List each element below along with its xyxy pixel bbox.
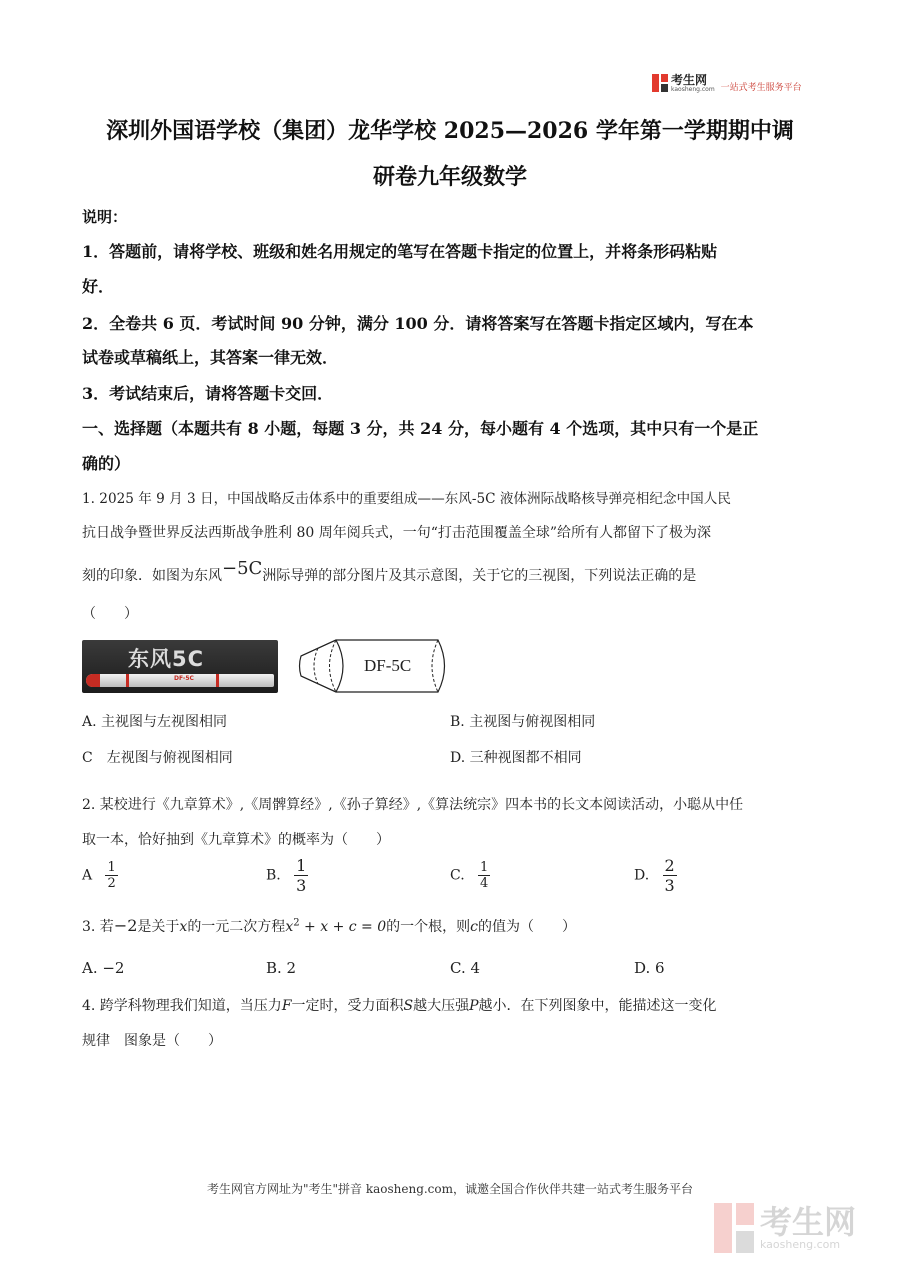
q1-line1: 1. 2025 年 9 月 3 日，中国战略反击体系中的重要组成——东风-5C 液体洲际战略核导弹亮相纪念中国人民: [82, 491, 731, 507]
q4-var-s: S: [403, 998, 414, 1014]
q2-line2: 取一本，恰好抽到《九章算术》的概率为（ ）: [82, 832, 390, 848]
q3-option-c: C. 4: [450, 959, 481, 977]
q3-var-c: c: [470, 919, 478, 935]
q2-opt-c-den: 4: [480, 876, 489, 891]
instruction-2a: 2．全卷共 6 页．考试时间 90 分钟，满分 100 分．请将答案写在答题卡指定区域内，写在本: [82, 314, 754, 333]
section1-heading-b: 确的）: [82, 454, 131, 473]
kaosheng-logo-icon: [652, 74, 668, 92]
q2-opt-b-frac: [294, 856, 308, 895]
q3-mid2: 的一元二次方程: [187, 919, 286, 935]
q2-opt-a-den: 2: [107, 876, 116, 891]
q1-line3: [82, 558, 822, 585]
q2-opt-d-frac: [663, 856, 677, 895]
q2-opt-d-label: D.: [634, 867, 650, 884]
q3-mid3: 的一个根，则: [386, 919, 471, 935]
q3-stem: [82, 916, 822, 936]
q2-opt-a-num: 1: [107, 860, 116, 875]
q4-line1-a: 4. 跨学科物理我们知道，当压力: [82, 998, 282, 1014]
q2-opt-b-den: 3: [296, 876, 307, 895]
q3-eq-x: x: [285, 919, 294, 935]
q2-opt-d-num: 2: [664, 856, 675, 875]
q2-opt-a-label: A: [82, 867, 93, 884]
watermark-name: 考生网: [760, 1202, 857, 1241]
watermark-url: kaosheng.com: [760, 1237, 841, 1251]
q1-option-b: B. 主视图与俯视图相同: [450, 714, 596, 730]
page-footer: 考生网官方网址为"考生"拼音 kaosheng.com，诚邀全国合作伙伴共建一站式考生服务平台: [206, 1182, 694, 1196]
q1-option-d: D. 三种视图都不相同: [450, 750, 582, 766]
instructions-heading: 说明：: [82, 208, 128, 226]
watermark-logo-icon: [714, 1203, 754, 1253]
missile-label: DF-5C: [174, 675, 194, 682]
instruction-2b: 试卷或草稿纸上，其答案一律无效．: [82, 348, 339, 367]
watermark: [714, 1198, 884, 1258]
q3-val: −2: [113, 916, 138, 935]
missile-graphic: [86, 674, 274, 687]
q4-line1-d: 越小．在下列图象中，能描述这一变化: [478, 998, 717, 1014]
q2-line1: 2. 某校进行《九章算术》,《周髀算经》,《孙子算经》,《算法统宗》四本书的长文本阅读活动，小聪从中任: [82, 797, 744, 813]
instruction-1a: 1．答题前，请将学校、班级和姓名用规定的笔写在答题卡指定的位置上，并将条形码粘贴: [82, 242, 718, 261]
q2-opt-c-frac: [478, 860, 490, 891]
q2-opt-d-den: 3: [664, 876, 675, 895]
df5c-diagram: [296, 634, 456, 698]
q4-var-p: P: [469, 998, 479, 1014]
q3-eq-exp: 2: [293, 917, 300, 929]
q3-eq-rest: + x + c = 0: [299, 919, 387, 935]
q4-line1-c: 越大压强: [413, 998, 470, 1014]
q3-mid: 是关于: [137, 919, 180, 935]
header-logo: [652, 72, 802, 94]
q4-var-f: F: [281, 998, 292, 1014]
q1-line3-math: −5C: [222, 558, 263, 579]
q2-opt-b-num: 1: [296, 856, 307, 875]
logo-name: 考生网: [671, 72, 708, 87]
q1-line3-b: 洲际导弹的部分图片及其示意图，关于它的三视图，下列说法正确的是: [262, 568, 697, 584]
q3-option-a: A. −2: [82, 959, 125, 977]
q1-line2: 抗日战争暨世界反法西斯战争胜利 80 周年阅兵式，一句“打击范围覆盖全球”给所有人都留下了极为深: [82, 525, 712, 541]
q2-opt-c-label: C.: [450, 867, 465, 884]
q1-option-c: C 左视图与俯视图相同: [82, 750, 233, 766]
q2-option-d: [634, 856, 677, 895]
q2-option-c: [450, 860, 490, 891]
q2-opt-a-frac: [105, 860, 117, 891]
q4-line1-b: 一定时，受力面积: [291, 998, 404, 1014]
q2-opt-c-num: 1: [480, 860, 489, 875]
q3-var-x: x: [179, 919, 188, 935]
q2-opt-b-label: B.: [266, 867, 281, 884]
q3-prefix: 3. 若: [82, 919, 114, 935]
instruction-3: 3．考试结束后，请将答题卡交回．: [82, 384, 334, 403]
page-title-line1: 深圳外国语学校（集团）龙华学校 2025—2026 学年第一学期期中调: [106, 118, 794, 144]
q4-line1: [82, 995, 822, 1015]
q3-suffix: 的值为（ ）: [477, 919, 576, 935]
section1-heading-a: 一、选择题（本题共有 8 小题，每题 3 分，共 24 分，每小题有 4 个选项，其中只有一个是正: [82, 419, 759, 438]
q3-option-b: B. 2: [266, 959, 297, 977]
page-title-line2: 研卷九年级数学: [372, 164, 527, 190]
q1-line3-a: 刻的印象．如图为东风: [82, 568, 222, 584]
q4-line2: 规律 图象是（ ）: [82, 1033, 222, 1049]
diagram-label: DF-5C: [364, 656, 412, 675]
banner-text: 东风5C: [128, 647, 205, 671]
q3-option-d: D. 6: [634, 959, 665, 977]
q1-option-a: A. 主视图与左视图相同: [82, 714, 228, 730]
instruction-1b: 好．: [82, 277, 115, 296]
q1-answer-paren: （ ）: [82, 606, 138, 622]
logo-slogan: 一站式考生服务平台: [720, 82, 802, 93]
df5c-photo: [82, 640, 278, 693]
q2-option-a: [82, 860, 118, 891]
q2-option-b: [266, 856, 308, 895]
logo-url: kaosheng.com: [671, 85, 715, 93]
